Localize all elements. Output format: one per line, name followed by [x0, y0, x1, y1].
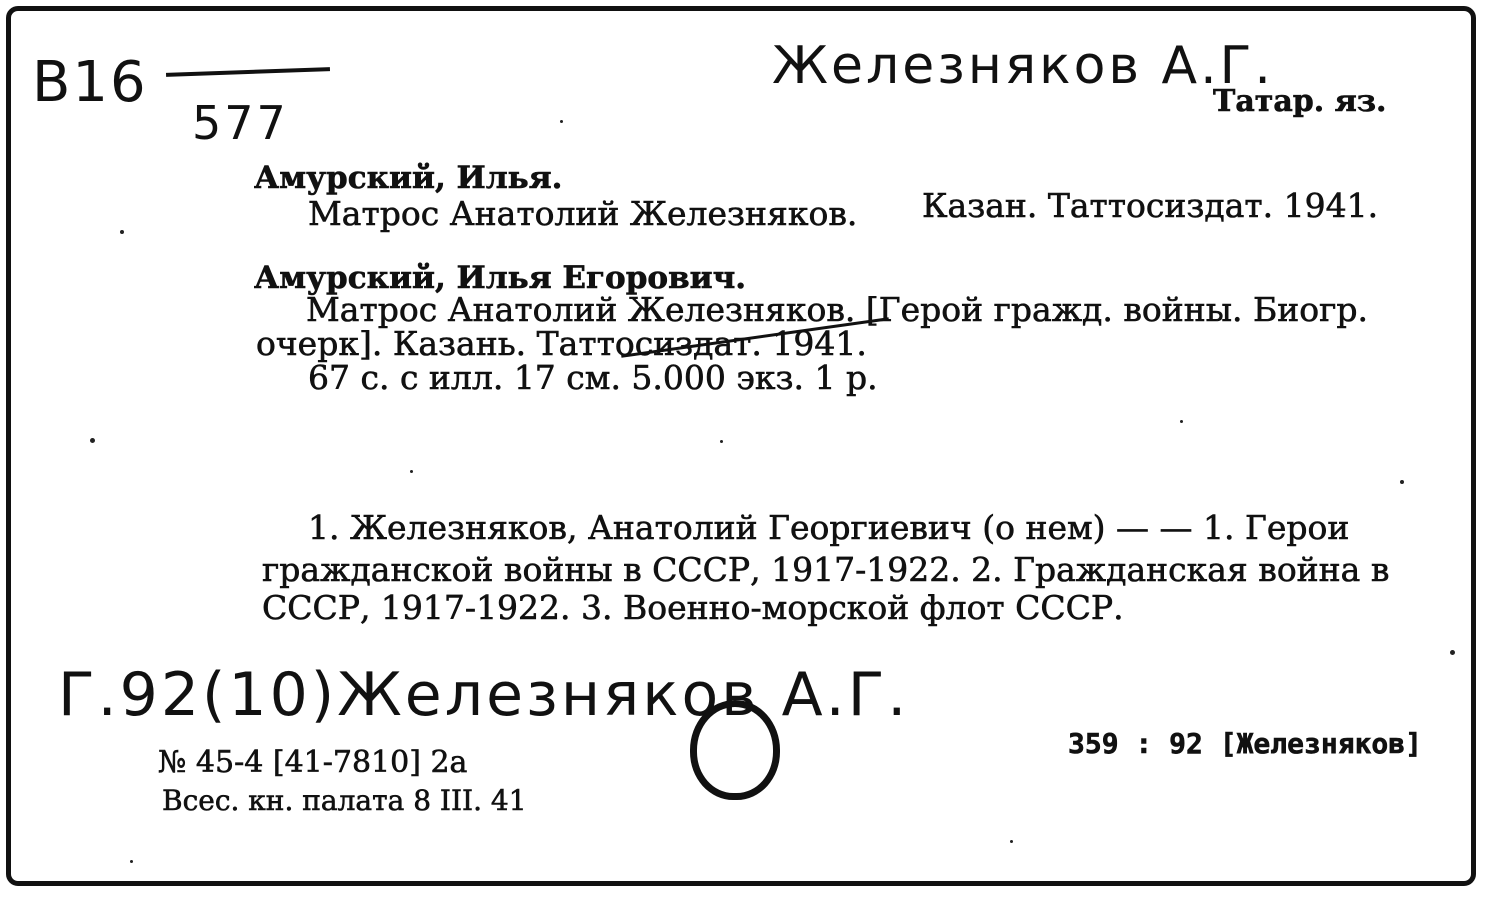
full-entry-title-line: Матрос Анатолий Железняков. [Герой гражд. войны. Биогр.	[306, 290, 1369, 329]
tracing-line-1: 1. Железняков, Анатолий Георгиевич (о нем) — — 1. Герои	[308, 508, 1350, 547]
classification-code: 359 : 92 [Железняков]	[1068, 727, 1423, 760]
circle-stamp-mark	[690, 700, 780, 800]
tracing-line-3: СССР, 1917-1922. 3. Военно-морской флот СССР.	[262, 588, 1124, 627]
language-note: Татар. яз.	[1213, 84, 1387, 119]
full-entry-author: Амурский, Илья Егорович.	[254, 260, 747, 296]
tracing-line-2: гражданской войны в СССР, 1917-1922. 2. Гражданская война в	[262, 550, 1390, 589]
handwritten-call-number: В16	[32, 50, 148, 115]
full-entry-imprint-line: очерк]. Казань. Таттосиздат. 1941.	[256, 324, 867, 363]
full-entry-collation-line: 67 с. с илл. 17 см. 5.000 экз. 1 р.	[308, 358, 878, 397]
brief-entry-title: Матрос Анатолий Железняков.	[308, 194, 858, 233]
card-number: № 45-4 [41-7810] 2а	[158, 745, 468, 780]
handwritten-call-number-denominator: 577	[192, 96, 289, 150]
brief-entry-imprint: Казан. Таттосиздат. 1941.	[922, 186, 1379, 225]
brief-entry-author: Амурский, Илья.	[254, 160, 563, 196]
book-chamber-note: Всес. кн. палата 8 III. 41	[162, 784, 527, 817]
handwritten-subject-heading: Железняков А.Г.	[772, 36, 1274, 96]
handwritten-classification: Г.92(10)Железняков А.Г.	[58, 660, 910, 730]
